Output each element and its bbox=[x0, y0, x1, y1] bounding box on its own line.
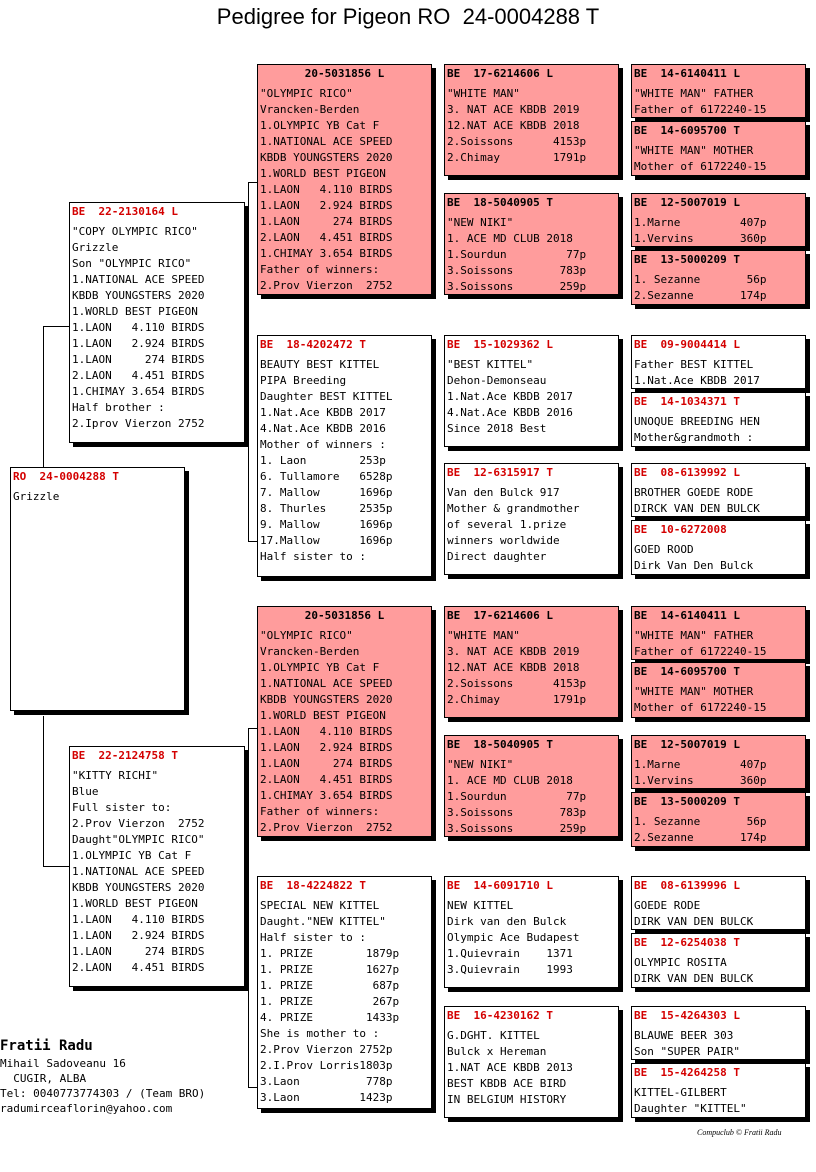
pedigree-line: 8. Thurles 2535p bbox=[260, 502, 393, 515]
ring-id: 13-5000209 T bbox=[660, 795, 740, 808]
ring-number bbox=[72, 204, 242, 220]
ring-number bbox=[634, 1065, 803, 1081]
pedigree-line: "WHITE MAN" FATHER bbox=[634, 87, 754, 100]
pedigree-card-dsd[interactable] bbox=[444, 735, 619, 837]
pedigree-line: 2.Chimay 1791p bbox=[447, 151, 587, 164]
pedigree-line: "OLYMPIC RICO" bbox=[260, 629, 353, 642]
pedigree-line: Van den Bulck 917 bbox=[447, 486, 560, 499]
ring-id: 22-2130164 L bbox=[98, 205, 178, 218]
pedigree-line: 1.CHIMAY 3.654 BIRDS bbox=[260, 247, 393, 260]
pedigree-line: 6. Tullamore 6528p bbox=[260, 470, 393, 483]
pedigree-line: Daughter "KITTEL" bbox=[634, 1102, 747, 1115]
connector-line bbox=[248, 728, 249, 1088]
ring-id: 14-6140411 L bbox=[660, 67, 740, 80]
pedigree-line: 1.WORLD BEST PIGEON bbox=[72, 897, 198, 910]
pedigree-line: 1.Vervins 360p bbox=[634, 232, 767, 245]
ring-id: 12-6254038 T bbox=[660, 936, 740, 949]
pedigree-line: "NEW NIKI" bbox=[447, 216, 514, 229]
pedigree-line: 1. Laon 253p bbox=[260, 454, 386, 467]
pedigree-line: 1.WORLD BEST PIGEON bbox=[260, 167, 386, 180]
ring-id: 14-1034371 T bbox=[660, 395, 740, 408]
pedigree-line: Daught."NEW KITTEL" bbox=[260, 915, 386, 928]
pedigree-line: 3. NAT ACE KBDB 2019 bbox=[447, 645, 580, 658]
pedigree-line: 1.LAON 274 BIRDS bbox=[72, 945, 205, 958]
pedigree-line: 1.WORLD BEST PIGEON bbox=[260, 709, 386, 722]
ring-id: 17-6214606 L bbox=[473, 609, 553, 622]
ring-id: 12-6315917 T bbox=[473, 466, 553, 479]
ring-number bbox=[447, 195, 616, 211]
country-code: BE bbox=[634, 879, 648, 892]
country-code: BE bbox=[447, 466, 461, 479]
pedigree-line: 2.Prov Vierzon 2752 bbox=[72, 817, 205, 830]
ring-number bbox=[447, 465, 616, 481]
pedigree-card-sdds[interactable] bbox=[631, 463, 806, 517]
pedigree-line: Vrancken-Berden bbox=[260, 103, 360, 116]
pedigree-line: Grizzle bbox=[72, 241, 119, 254]
pedigree-line: "BEST KITTEL" bbox=[447, 358, 534, 371]
ring-number bbox=[447, 878, 616, 894]
pedigree-line: 1.CHIMAY 3.654 BIRDS bbox=[72, 385, 205, 398]
breeder-address-line: CUGIR, ALBA bbox=[0, 1072, 87, 1085]
pedigree-card-dss[interactable] bbox=[444, 606, 619, 718]
pedigree-line: DIRCK VAN DEN BULCK bbox=[634, 502, 760, 515]
pedigree-card-dddd[interactable] bbox=[631, 1063, 806, 1118]
pedigree-line: 3. NAT ACE KBDB 2019 bbox=[447, 103, 580, 116]
ring-id: 14-6091710 L bbox=[473, 879, 553, 892]
country-code: BE bbox=[634, 665, 648, 678]
ring-id: 08-6139992 L bbox=[660, 466, 740, 479]
breeder-phone: Tel: 0040773774303 / (Team BRO) bbox=[0, 1087, 206, 1100]
connector-line bbox=[43, 326, 71, 327]
ring-id: 12-5007019 L bbox=[660, 738, 740, 751]
ring-number bbox=[634, 252, 803, 268]
pedigree-line: Father of winners: bbox=[260, 263, 380, 276]
pedigree-line: 1.LAON 2.924 BIRDS bbox=[72, 929, 205, 942]
connector-line bbox=[43, 866, 71, 867]
ring-id: 22-2124758 T bbox=[98, 749, 178, 762]
pedigree-line: BLAUWE BEER 303 bbox=[634, 1029, 734, 1042]
connector-line bbox=[248, 182, 249, 542]
country-code: BE bbox=[634, 609, 648, 622]
pedigree-line: SPECIAL NEW KITTEL bbox=[260, 899, 380, 912]
pedigree-line: 17.Mallow 1696p bbox=[260, 534, 393, 547]
country-code: BE bbox=[634, 1066, 648, 1079]
pedigree-line: 1. Sezanne 56p bbox=[634, 815, 767, 828]
page-title: Pedigree for Pigeon RO 24-0004288 T bbox=[216, 4, 600, 29]
pedigree-card-sire-sire[interactable] bbox=[257, 64, 432, 295]
ring-id: 09-9004414 L bbox=[660, 338, 740, 351]
ring-id: 16-4230162 T bbox=[473, 1009, 553, 1022]
pedigree-line: 1.LAON 4.110 BIRDS bbox=[72, 913, 205, 926]
country-code: BE bbox=[447, 338, 461, 351]
ring-id: 15-4264303 L bbox=[660, 1009, 740, 1022]
pedigree-card-sdsd[interactable] bbox=[631, 392, 806, 447]
pedigree-line: 1. Sezanne 56p bbox=[634, 273, 767, 286]
connector-line bbox=[43, 716, 44, 867]
pedigree-line: 1.Quievrain 1371 bbox=[447, 947, 573, 960]
pedigree-line: Mother of 6172240-15 bbox=[634, 160, 767, 173]
ring-id: 18-5040905 T bbox=[473, 196, 553, 209]
country-code: BE bbox=[634, 523, 648, 536]
ring-number bbox=[260, 66, 429, 82]
ring-id: 13-5000209 T bbox=[660, 253, 740, 266]
pedigree-line: GOED ROOD bbox=[634, 543, 694, 556]
ring-number bbox=[634, 878, 803, 894]
pedigree-line: 1.WORLD BEST PIGEON bbox=[72, 305, 198, 318]
country-code: BE bbox=[447, 879, 461, 892]
pedigree-line: 1.NATIONAL ACE SPEED bbox=[72, 273, 205, 286]
ring-number bbox=[447, 66, 616, 82]
ring-number bbox=[634, 465, 803, 481]
country-code: BE bbox=[634, 67, 648, 80]
pedigree-line: 3.Soissons 259p bbox=[447, 280, 587, 293]
ring-id: 24-0004288 T bbox=[39, 470, 119, 483]
pedigree-line: of several 1.prize bbox=[447, 518, 567, 531]
pedigree-line: Mother&grandmoth : bbox=[634, 431, 754, 444]
ring-number bbox=[447, 337, 616, 353]
ring-number bbox=[260, 337, 429, 353]
pedigree-line: DIRK VAN DEN BULCK bbox=[634, 915, 754, 928]
pedigree-line: Grizzle bbox=[13, 490, 60, 503]
ring-number bbox=[260, 878, 429, 894]
pedigree-card-sss[interactable] bbox=[444, 64, 619, 176]
pedigree-card-dssd[interactable] bbox=[631, 662, 806, 718]
breeder-email[interactable]: radumirceaflorin@yahoo.com bbox=[0, 1102, 173, 1115]
pedigree-line: "WHITE MAN" bbox=[447, 629, 520, 642]
pedigree-line: 2.Prov Vierzon 2752p bbox=[260, 1043, 393, 1056]
pedigree-line: 1. PRIZE 267p bbox=[260, 995, 400, 1008]
pedigree-line: 1.CHIMAY 3.654 BIRDS bbox=[260, 789, 393, 802]
pedigree-line: IN BELGIUM HISTORY bbox=[447, 1093, 567, 1106]
country-code: RO bbox=[13, 470, 27, 483]
pedigree-line: 3.Soissons 783p bbox=[447, 264, 587, 277]
pedigree-line: Vrancken-Berden bbox=[260, 645, 360, 658]
pedigree-line: 1.LAON 274 BIRDS bbox=[260, 215, 393, 228]
pedigree-line: She is mother to : bbox=[260, 1027, 380, 1040]
pedigree-line: 2.Sezanne 174p bbox=[634, 831, 767, 844]
pedigree-line: Half sister to : bbox=[260, 931, 366, 944]
pedigree-line: 2.LAON 4.451 BIRDS bbox=[72, 369, 205, 382]
pedigree-line: 1.Nat.Ace KBDB 2017 bbox=[447, 390, 573, 403]
pedigree-line: NEW KITTEL bbox=[447, 899, 514, 912]
pedigree-line: 1.LAON 4.110 BIRDS bbox=[260, 725, 393, 738]
pedigree-line: 2.Sezanne 174p bbox=[634, 289, 767, 302]
pedigree-line: PIPA Breeding bbox=[260, 374, 347, 387]
pedigree-line: 2.Chimay 1791p bbox=[447, 693, 587, 706]
pedigree-line: 12.NAT ACE KBDB 2018 bbox=[447, 119, 580, 132]
ring-id: 15-1029362 L bbox=[473, 338, 553, 351]
ring-id: 08-6139996 L bbox=[660, 879, 740, 892]
ring-id: 18-4224822 T bbox=[286, 879, 366, 892]
pedigree-line: 7. Mallow 1696p bbox=[260, 486, 393, 499]
ring-id: 20-5031856 L bbox=[304, 609, 385, 622]
pedigree-line: BROTHER GOEDE RODE bbox=[634, 486, 754, 499]
country-code: BE bbox=[260, 338, 274, 351]
pedigree-line: Father of 6172240-15 bbox=[634, 645, 767, 658]
ring-id: 12-5007019 L bbox=[660, 196, 740, 209]
pedigree-line: 3.Soissons 259p bbox=[447, 822, 587, 835]
country-code: BE bbox=[634, 1009, 648, 1022]
pedigree-card-ddss[interactable] bbox=[631, 876, 806, 930]
pedigree-line: Dehon-Demonseau bbox=[447, 374, 547, 387]
software-credit: Compuclub © Fratii Radu bbox=[697, 1128, 782, 1137]
ring-number bbox=[72, 748, 242, 764]
ring-number bbox=[634, 66, 803, 82]
pedigree-line: winners worldwide bbox=[447, 534, 560, 547]
pedigree-card-ssds[interactable] bbox=[631, 193, 806, 247]
ring-id: 17-6214606 L bbox=[473, 67, 553, 80]
pedigree-card-ssd[interactable] bbox=[444, 193, 619, 295]
ring-number bbox=[634, 608, 803, 624]
ring-id: 18-5040905 T bbox=[473, 738, 553, 751]
country-code: BE bbox=[634, 795, 648, 808]
country-code: BE bbox=[72, 205, 86, 218]
pedigree-card-dds[interactable] bbox=[444, 876, 619, 988]
ring-number bbox=[447, 737, 616, 753]
pedigree-line: Olympic Ace Budapest bbox=[447, 931, 580, 944]
pedigree-card-sds[interactable] bbox=[444, 335, 619, 447]
pedigree-line: 2.Soissons 4153p bbox=[447, 677, 587, 690]
pedigree-line: Bulck x Hereman bbox=[447, 1045, 547, 1058]
pedigree-line: 1. PRIZE 1879p bbox=[260, 947, 400, 960]
ring-number bbox=[447, 608, 616, 624]
pedigree-line: "OLYMPIC RICO" bbox=[260, 87, 353, 100]
pedigree-line: 1.NATIONAL ACE SPEED bbox=[260, 677, 393, 690]
pedigree-line: 1.LAON 2.924 BIRDS bbox=[260, 741, 393, 754]
country-code: BE bbox=[634, 124, 648, 137]
pedigree-line: 1. PRIZE 687p bbox=[260, 979, 400, 992]
pedigree-line: 1.LAON 2.924 BIRDS bbox=[72, 337, 205, 350]
pedigree-card-dsds[interactable] bbox=[631, 735, 806, 789]
breeder-address-line: Mihail Sadoveanu 16 bbox=[0, 1057, 126, 1070]
pedigree-line: Mother of winners : bbox=[260, 438, 386, 451]
pedigree-line: 1. ACE MD CLUB 2018 bbox=[447, 232, 573, 245]
pedigree-line: 1.Nat.Ace KBDB 2017 bbox=[260, 406, 386, 419]
pedigree-line: 1.Sourdun 77p bbox=[447, 790, 587, 803]
pedigree-line: GOEDE RODE bbox=[634, 899, 701, 912]
pedigree-line: "WHITE MAN" bbox=[447, 87, 520, 100]
pedigree-card-dsdd[interactable] bbox=[631, 792, 806, 847]
pedigree-line: 2.LAON 4.451 BIRDS bbox=[260, 231, 393, 244]
pedigree-line: 2.Prov Vierzon 2752 bbox=[260, 279, 393, 292]
pedigree-line: 1.NAT ACE KBDB 2013 bbox=[447, 1061, 573, 1074]
country-code: BE bbox=[634, 738, 648, 751]
pedigree-line: 1.Vervins 360p bbox=[634, 774, 767, 787]
pedigree-line: 2.Prov Vierzon 2752 bbox=[260, 821, 393, 834]
pedigree-line: BEAUTY BEST KITTEL bbox=[260, 358, 380, 371]
pedigree-line: UNOQUE BREEDING HEN bbox=[634, 415, 760, 428]
pedigree-line: 1.NATIONAL ACE SPEED bbox=[260, 135, 393, 148]
ring-number bbox=[634, 664, 803, 680]
pedigree-line: 4.Nat.Ace KBDB 2016 bbox=[260, 422, 386, 435]
pedigree-card-ddsd[interactable] bbox=[631, 933, 806, 988]
pedigree-line: Son "SUPER PAIR" bbox=[634, 1045, 740, 1058]
ring-number bbox=[13, 469, 182, 485]
pedigree-card-sire-dam[interactable] bbox=[257, 335, 432, 577]
pedigree-line: Half sister to : bbox=[260, 550, 366, 563]
ring-id: 18-4202472 T bbox=[286, 338, 366, 351]
pedigree-card-sdss[interactable] bbox=[631, 335, 806, 389]
ring-number bbox=[634, 522, 803, 538]
ring-number bbox=[447, 1008, 616, 1024]
pedigree-line: Direct daughter bbox=[447, 550, 547, 563]
pedigree-line: "WHITE MAN" MOTHER bbox=[634, 144, 754, 157]
country-code: BE bbox=[260, 879, 274, 892]
pedigree-line: Father of winners: bbox=[260, 805, 380, 818]
ring-id: 15-4264258 T bbox=[660, 1066, 740, 1079]
ring-number bbox=[634, 1008, 803, 1024]
pedigree-line: OLYMPIC ROSITA bbox=[634, 956, 727, 969]
pedigree-card-subject[interactable] bbox=[10, 467, 185, 711]
pedigree-line: BEST KBDB ACE BIRD bbox=[447, 1077, 567, 1090]
pedigree-line: KBDB YOUNGSTERS 2020 bbox=[72, 881, 205, 894]
pedigree-line: 2.Iprov Vierzon 2752 bbox=[72, 417, 205, 430]
pedigree-line: KBDB YOUNGSTERS 2020 bbox=[72, 289, 205, 302]
pedigree-line: 1. ACE MD CLUB 2018 bbox=[447, 774, 573, 787]
pedigree-line: 1.Nat.Ace KBDB 2017 bbox=[634, 374, 760, 387]
pedigree-line: Daught"OLYMPIC RICO" bbox=[72, 833, 205, 846]
ring-id: 14-6140411 L bbox=[660, 609, 740, 622]
pedigree-card-sdd[interactable] bbox=[444, 463, 619, 575]
pedigree-line: 1.OLYMPIC YB Cat F bbox=[260, 661, 380, 674]
pedigree-line: KITTEL-GILBERT bbox=[634, 1086, 727, 1099]
country-code: BE bbox=[447, 609, 461, 622]
pedigree-card-ddds[interactable] bbox=[631, 1006, 806, 1060]
pedigree-line: 1.NATIONAL ACE SPEED bbox=[72, 865, 205, 878]
breeder-info bbox=[0, 1036, 205, 1116]
pedigree-card-dam-dam[interactable] bbox=[257, 876, 432, 1109]
pedigree-card-sire[interactable] bbox=[69, 202, 245, 443]
pedigree-line: "WHITE MAN" MOTHER bbox=[634, 685, 754, 698]
pedigree-line: 2.I.Prov Lorris1803p bbox=[260, 1059, 393, 1072]
ring-number bbox=[634, 737, 803, 753]
pedigree-line: "NEW NIKI" bbox=[447, 758, 514, 771]
pedigree-line: Half brother : bbox=[72, 401, 165, 414]
pedigree-card-dam[interactable] bbox=[69, 746, 245, 987]
connector-line bbox=[43, 326, 44, 469]
pedigree-line: 9. Mallow 1696p bbox=[260, 518, 393, 531]
ring-number bbox=[634, 394, 803, 410]
ring-number bbox=[634, 935, 803, 951]
country-code: BE bbox=[634, 253, 648, 266]
pedigree-card-dam-sire[interactable] bbox=[257, 606, 432, 837]
ring-number bbox=[634, 337, 803, 353]
pedigree-line: Father of 6172240-15 bbox=[634, 103, 767, 116]
ring-id: 14-6095700 T bbox=[660, 665, 740, 678]
pedigree-line: Father BEST KITTEL bbox=[634, 358, 754, 371]
pedigree-line: 2.LAON 4.451 BIRDS bbox=[260, 773, 393, 786]
pedigree-card-ssdd[interactable] bbox=[631, 250, 806, 305]
pedigree-line: Mother & grandmother bbox=[447, 502, 580, 515]
pedigree-line: KBDB YOUNGSTERS 2020 bbox=[260, 151, 393, 164]
country-code: BE bbox=[634, 338, 648, 351]
pedigree-card-sssd[interactable] bbox=[631, 121, 806, 176]
country-code: BE bbox=[447, 1009, 461, 1022]
pedigree-line: Daughter BEST KITTEL bbox=[260, 390, 393, 403]
pedigree-line: 3.Laon 1423p bbox=[260, 1091, 393, 1104]
ring-id: 14-6095700 T bbox=[660, 124, 740, 137]
pedigree-line: "COPY OLYMPIC RICO" bbox=[72, 225, 198, 238]
ring-number bbox=[634, 195, 803, 211]
pedigree-line: 3.Soissons 783p bbox=[447, 806, 587, 819]
pedigree-card-ssss[interactable] bbox=[631, 64, 806, 118]
pedigree-line: 2.Soissons 4153p bbox=[447, 135, 587, 148]
pedigree-line: 4. PRIZE 1433p bbox=[260, 1011, 400, 1024]
country-code: BE bbox=[634, 466, 648, 479]
country-code: BE bbox=[447, 196, 461, 209]
pedigree-line: Dirk van den Bulck bbox=[447, 915, 567, 928]
pedigree-line: 1.LAON 274 BIRDS bbox=[72, 353, 205, 366]
pedigree-line: 3.Laon 778p bbox=[260, 1075, 393, 1088]
pedigree-line: 1.LAON 4.110 BIRDS bbox=[72, 321, 205, 334]
pedigree-line: 2.LAON 4.451 BIRDS bbox=[72, 961, 205, 974]
ring-id: 20-5031856 L bbox=[304, 67, 385, 80]
pedigree-line: Dirk Van Den Bulck bbox=[634, 559, 754, 572]
country-code: BE bbox=[447, 67, 461, 80]
pedigree-line: Full sister to: bbox=[72, 801, 172, 814]
pedigree-line: 12.NAT ACE KBDB 2018 bbox=[447, 661, 580, 674]
pedigree-card-ddd[interactable] bbox=[444, 1006, 619, 1118]
breeder-name: Fratii Radu bbox=[0, 1038, 93, 1054]
country-code: BE bbox=[634, 936, 648, 949]
pedigree-line: 1.OLYMPIC YB Cat F bbox=[72, 849, 192, 862]
ring-id: 10-6272008 bbox=[660, 523, 727, 536]
pedigree-card-dsss[interactable] bbox=[631, 606, 806, 660]
pedigree-line: G.DGHT. KITTEL bbox=[447, 1029, 540, 1042]
ring-number bbox=[634, 794, 803, 810]
pedigree-line: 1.LAON 2.924 BIRDS bbox=[260, 199, 393, 212]
country-code: BE bbox=[634, 196, 648, 209]
pedigree-line: "WHITE MAN" FATHER bbox=[634, 629, 754, 642]
pedigree-line: Son "OLYMPIC RICO" bbox=[72, 257, 192, 270]
ring-number bbox=[260, 608, 429, 624]
pedigree-line: 1.Marne 407p bbox=[634, 758, 767, 771]
country-code: BE bbox=[634, 395, 648, 408]
pedigree-line: "KITTY RICHI" bbox=[72, 769, 159, 782]
country-code: BE bbox=[447, 738, 461, 751]
pedigree-line: 4.Nat.Ace KBDB 2016 bbox=[447, 406, 573, 419]
pedigree-card-sddd[interactable] bbox=[631, 520, 806, 575]
ring-number bbox=[634, 123, 803, 139]
pedigree-line: 1.Sourdun 77p bbox=[447, 248, 587, 261]
pedigree-line: Mother of 6172240-15 bbox=[634, 701, 767, 714]
pedigree-line: DIRK VAN DEN BULCK bbox=[634, 972, 754, 985]
pedigree-line: 1.OLYMPIC YB Cat F bbox=[260, 119, 380, 132]
country-code: BE bbox=[72, 749, 86, 762]
pedigree-line: 1.LAON 274 BIRDS bbox=[260, 757, 393, 770]
pedigree-line: Since 2018 Best bbox=[447, 422, 547, 435]
pedigree-line: 1.LAON 4.110 BIRDS bbox=[260, 183, 393, 196]
pedigree-line: 1. PRIZE 1627p bbox=[260, 963, 400, 976]
pedigree-line: 1.Marne 407p bbox=[634, 216, 767, 229]
pedigree-line: 3.Quievrain 1993 bbox=[447, 963, 573, 976]
pedigree-line: Blue bbox=[72, 785, 99, 798]
pedigree-line: KBDB YOUNGSTERS 2020 bbox=[260, 693, 393, 706]
